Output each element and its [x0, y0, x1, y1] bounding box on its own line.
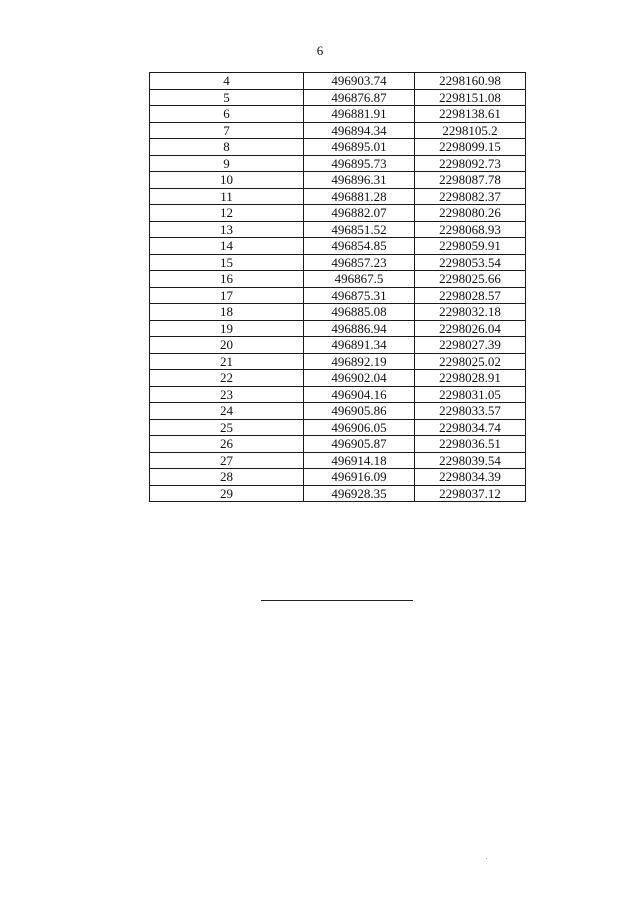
point-number-cell: 11 [150, 188, 304, 205]
point-number-cell: 5 [150, 89, 304, 106]
point-number-cell: 4 [150, 73, 304, 90]
x-coordinate-cell: 496905.86 [304, 403, 415, 420]
table-row [150, 122, 526, 139]
y-coordinate-cell: 2298068.93 [415, 221, 526, 238]
x-coordinate-cell: 496902.04 [304, 370, 415, 387]
x-coordinate-cell: 496895.73 [304, 155, 415, 172]
point-number-cell: 29 [150, 485, 304, 502]
y-coordinate-cell: 2298036.51 [415, 436, 526, 453]
table-row [150, 386, 526, 403]
closing-rule [261, 600, 413, 601]
point-number-cell: 21 [150, 353, 304, 370]
point-number-cell: 7 [150, 122, 304, 139]
table-row [150, 155, 526, 172]
x-coordinate-cell: 496876.87 [304, 89, 415, 106]
x-coordinate-cell: 496882.07 [304, 205, 415, 222]
point-number-cell: 22 [150, 370, 304, 387]
table-row [150, 403, 526, 420]
x-coordinate-cell: 496854.85 [304, 238, 415, 255]
y-coordinate-cell: 2298092.73 [415, 155, 526, 172]
scan-speck [486, 858, 487, 859]
table-row [150, 188, 526, 205]
point-number-cell: 19 [150, 320, 304, 337]
point-number-cell: 17 [150, 287, 304, 304]
point-number-cell: 20 [150, 337, 304, 354]
x-coordinate-cell: 496851.52 [304, 221, 415, 238]
y-coordinate-cell: 2298039.54 [415, 452, 526, 469]
point-number-cell: 15 [150, 254, 304, 271]
x-coordinate-cell: 496894.34 [304, 122, 415, 139]
table-row [150, 271, 526, 288]
y-coordinate-cell: 2298034.74 [415, 419, 526, 436]
table-row [150, 172, 526, 189]
x-coordinate-cell: 496928.35 [304, 485, 415, 502]
x-coordinate-cell: 496896.31 [304, 172, 415, 189]
table-row [150, 485, 526, 502]
x-coordinate-cell: 496881.91 [304, 106, 415, 123]
table-row [150, 221, 526, 238]
y-coordinate-cell: 2298059.91 [415, 238, 526, 255]
x-coordinate-cell: 496905.87 [304, 436, 415, 453]
table-row [150, 337, 526, 354]
table-row [150, 254, 526, 271]
y-coordinate-cell: 2298032.18 [415, 304, 526, 321]
x-coordinate-cell: 496914.18 [304, 452, 415, 469]
y-coordinate-cell: 2298082.37 [415, 188, 526, 205]
y-coordinate-cell: 2298027.39 [415, 337, 526, 354]
table-row [150, 469, 526, 486]
y-coordinate-cell: 2298099.15 [415, 139, 526, 156]
table-row [150, 304, 526, 321]
y-coordinate-cell: 2298151.08 [415, 89, 526, 106]
point-number-cell: 25 [150, 419, 304, 436]
y-coordinate-cell: 2298087.78 [415, 172, 526, 189]
x-coordinate-cell: 496881.28 [304, 188, 415, 205]
y-coordinate-cell: 2298025.66 [415, 271, 526, 288]
coordinates-table [149, 72, 526, 502]
y-coordinate-cell: 2298160.98 [415, 73, 526, 90]
point-number-cell: 26 [150, 436, 304, 453]
y-coordinate-cell: 2298033.57 [415, 403, 526, 420]
point-number-cell: 9 [150, 155, 304, 172]
x-coordinate-cell: 496891.34 [304, 337, 415, 354]
page-number: 6 [316, 43, 324, 58]
table-row [150, 353, 526, 370]
table-row [150, 238, 526, 255]
y-coordinate-cell: 2298028.91 [415, 370, 526, 387]
point-number-cell: 24 [150, 403, 304, 420]
coordinates-table-body [150, 73, 526, 502]
table-row [150, 205, 526, 222]
y-coordinate-cell: 2298080.26 [415, 205, 526, 222]
x-coordinate-cell: 496904.16 [304, 386, 415, 403]
x-coordinate-cell: 496867.5 [304, 271, 415, 288]
table-row [150, 287, 526, 304]
point-number-cell: 8 [150, 139, 304, 156]
x-coordinate-cell: 496916.09 [304, 469, 415, 486]
point-number-cell: 12 [150, 205, 304, 222]
table-row [150, 89, 526, 106]
y-coordinate-cell: 2298031.05 [415, 386, 526, 403]
y-coordinate-cell: 2298053.54 [415, 254, 526, 271]
x-coordinate-cell: 496875.31 [304, 287, 415, 304]
y-coordinate-cell: 2298026.04 [415, 320, 526, 337]
point-number-cell: 14 [150, 238, 304, 255]
y-coordinate-cell: 2298025.02 [415, 353, 526, 370]
point-number-cell: 18 [150, 304, 304, 321]
table-row [150, 139, 526, 156]
point-number-cell: 10 [150, 172, 304, 189]
table-row [150, 73, 526, 90]
y-coordinate-cell: 2298034.39 [415, 469, 526, 486]
point-number-cell: 6 [150, 106, 304, 123]
x-coordinate-cell: 496885.08 [304, 304, 415, 321]
point-number-cell: 13 [150, 221, 304, 238]
x-coordinate-cell: 496857.23 [304, 254, 415, 271]
x-coordinate-cell: 496906.05 [304, 419, 415, 436]
point-number-cell: 28 [150, 469, 304, 486]
table-row [150, 320, 526, 337]
y-coordinate-cell: 2298138.61 [415, 106, 526, 123]
x-coordinate-cell: 496895.01 [304, 139, 415, 156]
y-coordinate-cell: 2298037.12 [415, 485, 526, 502]
y-coordinate-cell: 2298105.2 [415, 122, 526, 139]
table-row [150, 436, 526, 453]
table-row [150, 370, 526, 387]
table-row [150, 419, 526, 436]
table-row [150, 452, 526, 469]
point-number-cell: 16 [150, 271, 304, 288]
point-number-cell: 27 [150, 452, 304, 469]
point-number-cell: 23 [150, 386, 304, 403]
y-coordinate-cell: 2298028.57 [415, 287, 526, 304]
table-row [150, 106, 526, 123]
x-coordinate-cell: 496903.74 [304, 73, 415, 90]
x-coordinate-cell: 496892.19 [304, 353, 415, 370]
x-coordinate-cell: 496886.94 [304, 320, 415, 337]
